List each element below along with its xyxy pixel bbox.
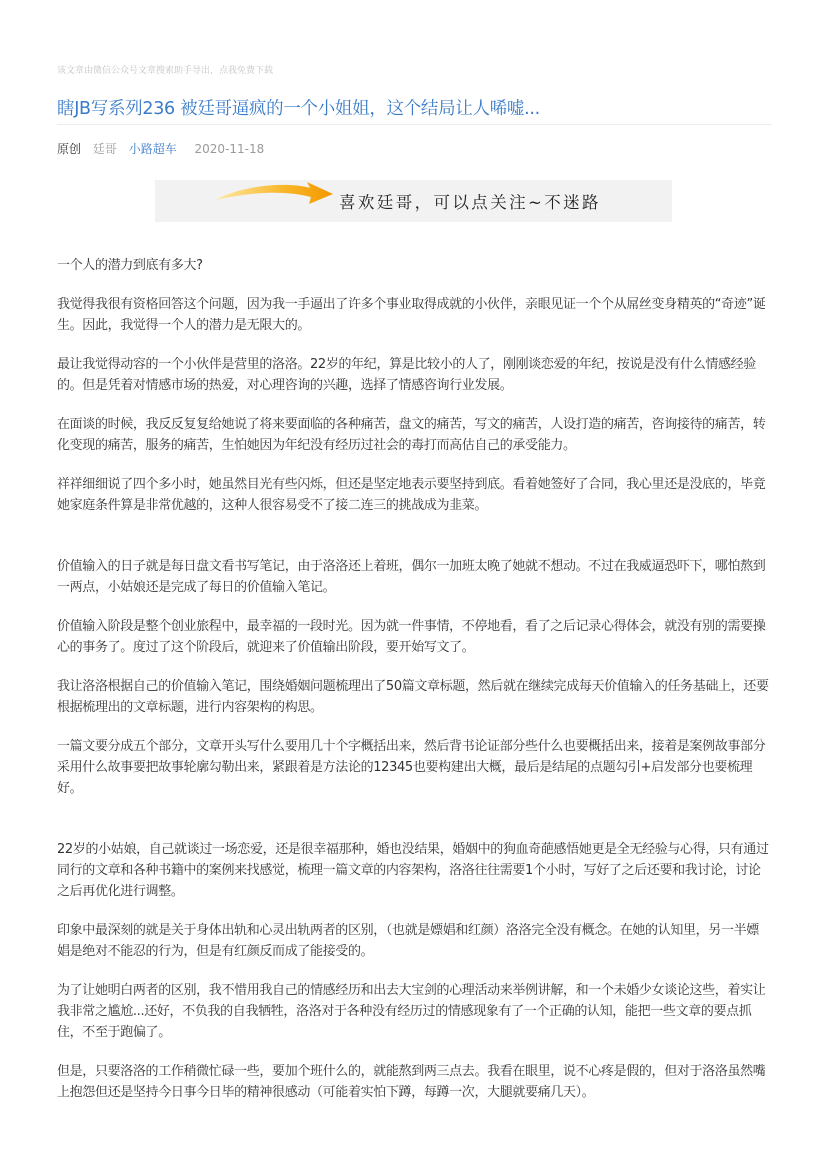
paragraph: 祥祥细细说了四个多小时，她虽然目光有些闪烁，但还是坚定地表示要坚持到底。看着她签好了合同，我心里还是没底的，毕竟她家庭条件算是非常优越的，这种人很容易受不了接二连三的挑战成为韭菜。: [57, 477, 766, 513]
paragraph: 22岁的小姑娘，自己就谈过一场恋爱，还是很幸福那种，婚也没结果，婚姻中的狗血奇葩感悟她更是全无经验与心得，只有通过同行的文章和各种书籍中的案例来找感觉，梳理一篇文章的内容架构，洛洛往往需要1个小时，写好了之后还要和我讨论，讨论之后再优化进行调整。: [57, 842, 769, 899]
title-divider: [57, 124, 772, 125]
follow-banner: [155, 180, 672, 222]
paragraph: 我觉得我很有资格回答这个问题，因为我一手逼出了许多个事业取得成就的小伙伴，亲眼见证一个个从屌丝变身精英的“奇迹”诞生。因此，我觉得一个人的潜力是无限大的。: [57, 297, 766, 333]
article-title: 瞎JB写系列236 被廷哥逼疯的一个小姐姐，这个结局让人唏嘘...: [57, 99, 540, 119]
paragraph: 在面谈的时候，我反反复复给她说了将来要面临的各种痛苦，盘文的痛苦，写文的痛苦，人设打造的痛苦，咨询接待的痛苦，转化变现的痛苦，服务的痛苦，生怕她因为年纪没有经历过社会的毒打而高估自己的承受能力。: [57, 417, 766, 453]
paragraph: 为了让她明白两者的区别，我不惜用我自己的情感经历和出去大宝剑的心理活动来举例讲解，和一个未婚少女谈论这些，着实让我非常之尴尬...还好，不负我的自我牺牲，洛洛对于各种没有经历过的情感现象有了一个正确的认知，能把一些文章的要点抓住，不至于跑偏了。: [57, 983, 766, 1040]
account-name-link[interactable]: 小路超车: [128, 142, 177, 156]
paragraph: 一篇文要分成五个部分，文章开头写什么要用几十个字概括出来，然后背书论证部分些什么也要概括出来，接着是案例故事部分采用什么故事要把故事轮廓勾勒出来，紧跟着是方法论的12345也要构建出大概，最后是结尾的点题勾引+启发部分也要梳理好。: [57, 739, 766, 796]
paragraph: 价值输入阶段是整个创业旅程中，最幸福的一段时光。因为就一件事情，不停地看，看了之后记录心得体会，就没有别的需要操心的事务了。度过了这个阶段后，就迎来了价值输出阶段，要开始写文了。: [57, 619, 766, 655]
arrow-icon: [205, 180, 345, 222]
paragraph: 我让洛洛根据自己的价值输入笔记，围绕婚姻问题梳理出了50篇文章标题，然后就在继续完成每天价值输入的任务基础上，还要根据梳理出的文章标题，进行内容架构的构思。: [57, 679, 769, 715]
paragraph: 最让我觉得动容的一个小伙伴是营里的洛洛。22岁的年纪，算是比较小的人了，刚刚谈恋爱的年纪，按说是没有什么情感经验的。但是凭着对情感市场的热爱，对心理咨询的兴趣，选择了情感咨询行业发展。: [57, 357, 756, 393]
original-tag: 原创: [57, 142, 82, 156]
paragraph: 一个人的潜力到底有多大?: [57, 258, 203, 273]
publish-date: 2020-11-18: [194, 142, 265, 156]
author-name: 廷哥: [92, 142, 117, 156]
article-meta: [57, 140, 272, 157]
article-body: [57, 255, 770, 1121]
paragraph: 但是，只要洛洛的工作稍微忙碌一些，要加个班什么的，就能熬到两三点去。我看在眼里，说不心疼是假的，但对于洛洛虽然嘴上抱怨但还是坚持今日事今日毕的精神很感动（可能着实怕下蹲，每蹲一次，大腿就要痛几天）。: [57, 1064, 766, 1100]
paragraph: 印象中最深刻的就是关于身体出轨和心灵出轨两者的区别，（也就是嫖娼和红颜）洛洛完全没有概念。在她的认知里，另一半嫖娼是绝对不能忍的行为，但是有红颜反而成了能接受的。: [57, 923, 759, 959]
banner-text: 喜欢廷哥，可以点关注~不迷路: [339, 193, 601, 212]
export-notice-link[interactable]: 该文章由微信公众号文章搜索助手导出，点我免费下载: [57, 66, 274, 76]
paragraph: 价值输入的日子就是每日盘文看书写笔记，由于洛洛还上着班，偶尔一加班太晚了她就不想动。不过在我威逼恐吓下，哪怕熬到一两点，小姑娘还是完成了每日的价值输入笔记。: [57, 559, 766, 595]
